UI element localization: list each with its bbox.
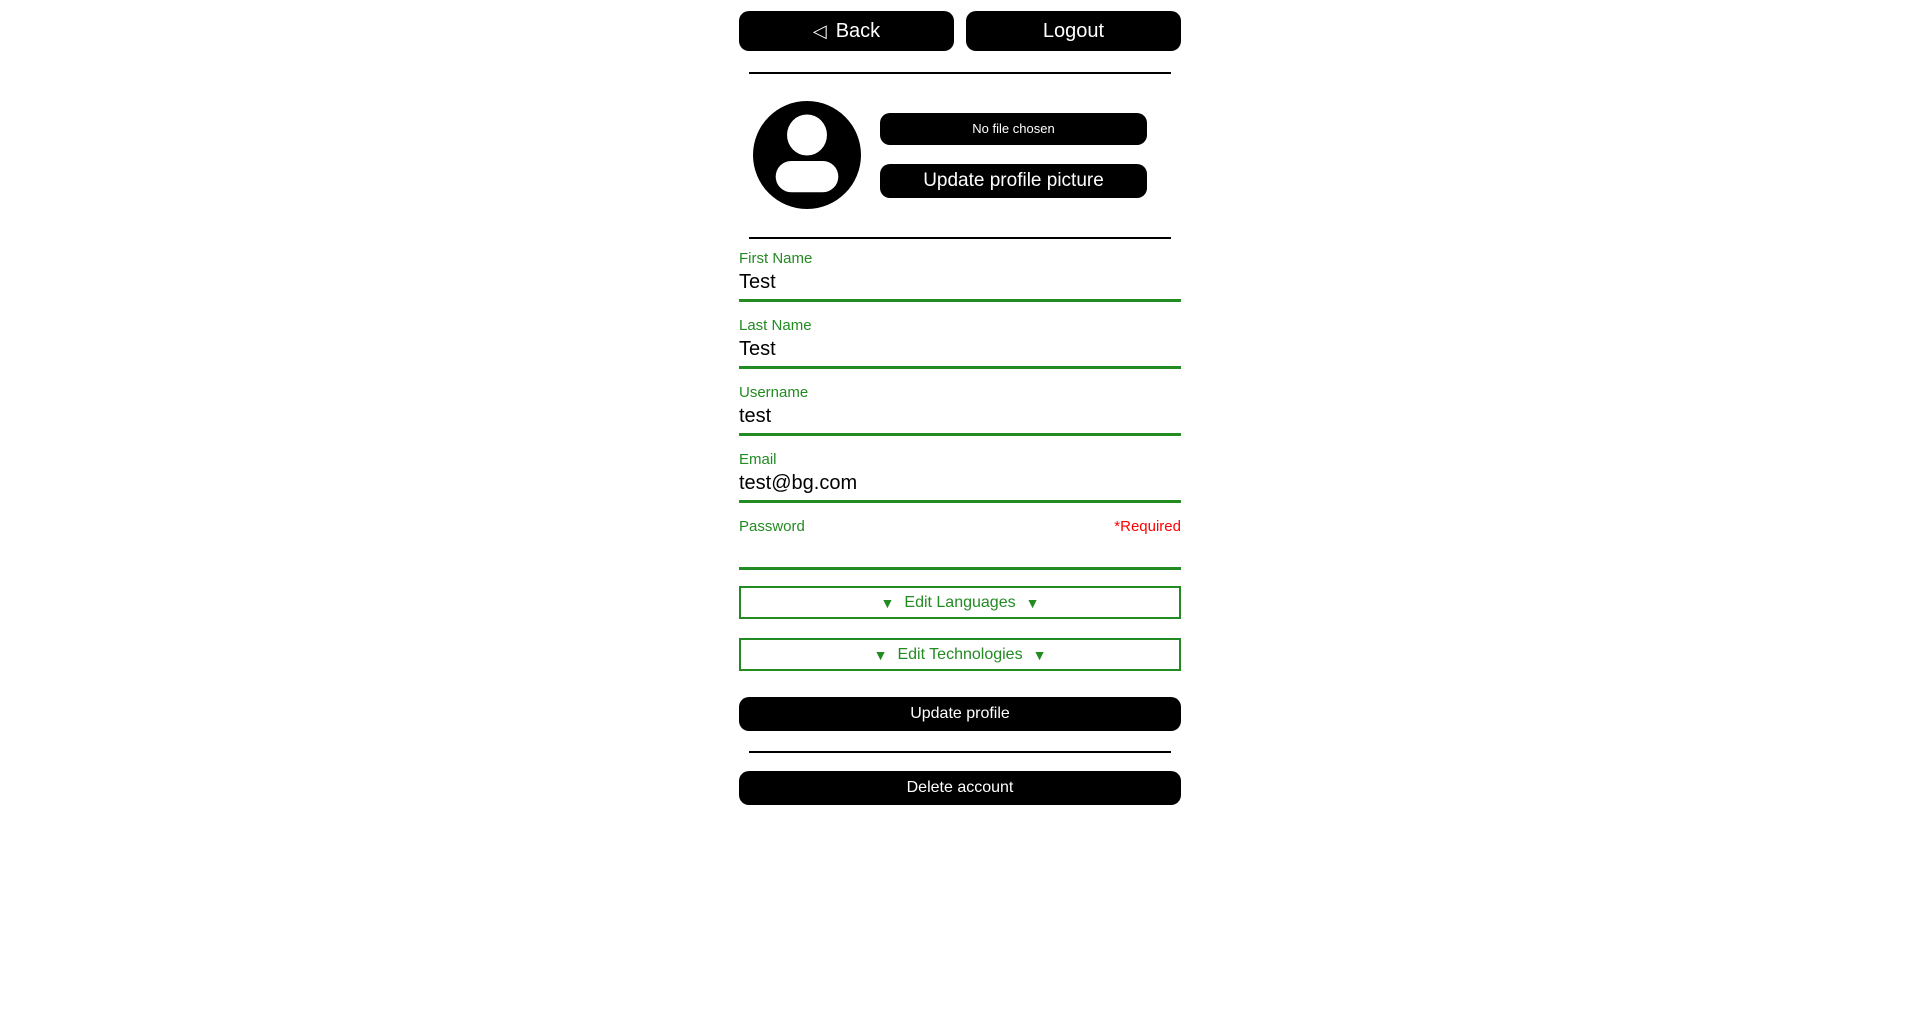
header xyxy=(739,11,1181,51)
picture-buttons xyxy=(880,113,1147,198)
chevron-down-icon: ▼ xyxy=(873,646,888,663)
last-name-label: Last Name xyxy=(739,317,812,334)
first-name-label: First Name xyxy=(739,250,813,267)
edit-technologies-label: Edit Technologies xyxy=(897,645,1023,663)
back-arrow-icon: ◁ xyxy=(812,21,827,41)
divider xyxy=(749,751,1171,753)
profile-form xyxy=(739,249,1181,731)
chevron-down-icon: ▼ xyxy=(880,594,895,611)
edit-technologies-button[interactable] xyxy=(739,638,1181,671)
delete-account-label: Delete account xyxy=(906,779,1014,796)
update-picture-button[interactable] xyxy=(880,164,1147,198)
field-email xyxy=(739,450,1181,503)
chevron-down-icon: ▼ xyxy=(1032,646,1047,663)
profile-picture-section xyxy=(739,101,1181,209)
field-last-name xyxy=(739,316,1181,369)
profile-page xyxy=(739,0,1181,805)
back-button-label: Back xyxy=(835,19,881,42)
email-input[interactable] xyxy=(739,469,1181,503)
username-input[interactable] xyxy=(739,402,1181,436)
file-input-status: No file chosen xyxy=(972,121,1055,136)
back-button[interactable] xyxy=(739,11,954,51)
delete-account-button[interactable] xyxy=(739,771,1181,805)
update-profile-label: Update profile xyxy=(910,705,1010,722)
field-first-name xyxy=(739,249,1181,302)
logout-button[interactable] xyxy=(966,11,1181,51)
divider xyxy=(749,72,1171,74)
update-picture-label: Update profile picture xyxy=(923,169,1104,191)
file-input-button[interactable] xyxy=(880,113,1147,145)
password-label: Password xyxy=(739,518,805,535)
required-hint: *Required xyxy=(1114,518,1181,535)
first-name-input[interactable] xyxy=(739,268,1181,302)
update-profile-button[interactable] xyxy=(739,697,1181,731)
field-password xyxy=(739,517,1181,570)
chevron-down-icon: ▼ xyxy=(1025,594,1040,611)
field-username xyxy=(739,383,1181,436)
password-input[interactable] xyxy=(739,536,1181,570)
email-label: Email xyxy=(739,451,777,468)
avatar-icon xyxy=(753,101,861,209)
edit-languages-button[interactable] xyxy=(739,586,1181,619)
divider xyxy=(749,237,1171,239)
logout-button-label: Logout xyxy=(1042,19,1105,42)
username-label: Username xyxy=(739,384,809,401)
last-name-input[interactable] xyxy=(739,335,1181,369)
edit-languages-label: Edit Languages xyxy=(904,593,1016,611)
